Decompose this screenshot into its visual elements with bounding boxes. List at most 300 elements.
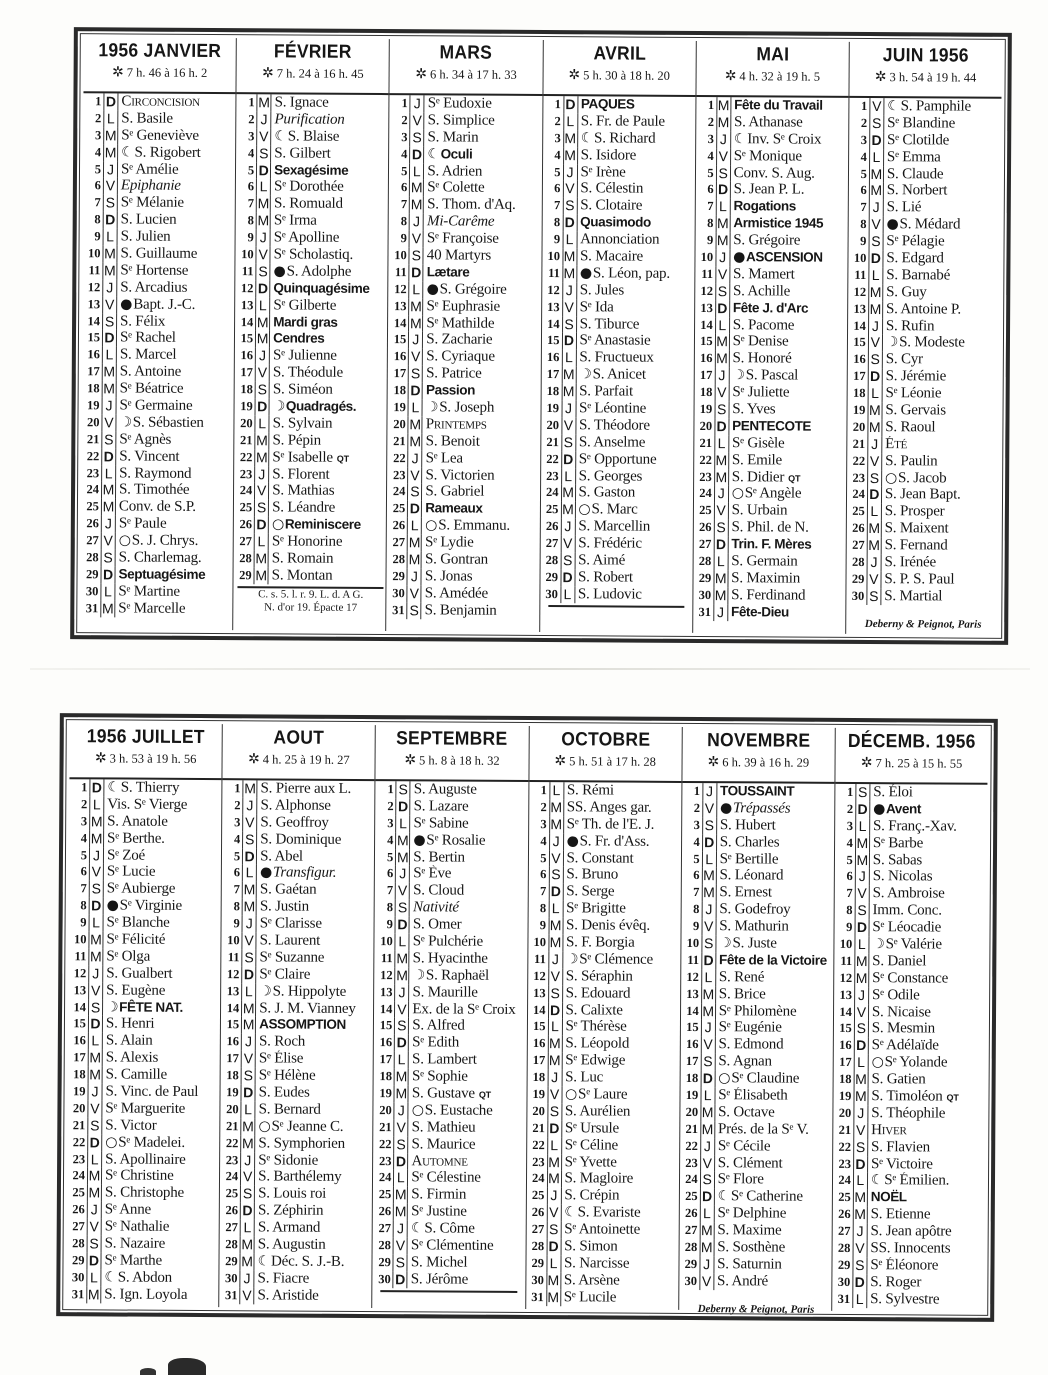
day-number: 4: [540, 833, 547, 848]
day-number: 12: [226, 966, 240, 982]
day-number: 19: [72, 1084, 86, 1099]
day-row: [235, 347, 387, 365]
day-row: [696, 131, 848, 149]
saint-text: Imm. Conc.: [872, 902, 942, 919]
sun-icon: ✲: [860, 756, 873, 772]
saint-text: S. Lazare: [413, 798, 469, 815]
saint-name: [562, 1120, 679, 1138]
saint-text: Sᵉ Marcelle: [118, 600, 186, 617]
weekday-letter: M: [256, 448, 268, 466]
saint-name: [102, 1202, 219, 1220]
day-row: [68, 982, 220, 1000]
day-row: [848, 250, 1000, 268]
day-row: [695, 333, 847, 351]
day-number: 16: [379, 1035, 393, 1050]
saint-name: [410, 832, 527, 850]
sun-icon: ✲: [874, 70, 887, 86]
weekday-letter: S: [855, 784, 870, 801]
weekday-letter: M: [101, 600, 114, 617]
weekday-letter: D: [867, 486, 882, 503]
saint-text: S. Jean Bapt.: [884, 486, 961, 504]
weekday-letter: V: [868, 334, 883, 351]
day-row: [528, 985, 680, 1003]
weekday-letter: J: [701, 901, 716, 918]
day-number: 30: [392, 585, 405, 601]
saint-text: S. Brice: [718, 985, 766, 1003]
day-row: [542, 197, 694, 215]
saint-text: Sᵉ Angèle: [744, 485, 802, 503]
day-number: 26: [684, 1206, 698, 1221]
saint-text: Sᵉ Monique: [733, 147, 802, 165]
saint-text: 40 Martyrs: [426, 247, 492, 264]
saint-name: [868, 1173, 985, 1191]
day-row: [235, 398, 387, 416]
saint-name: [869, 1021, 986, 1039]
saint-name: [563, 867, 680, 885]
day-number: 15: [73, 1016, 86, 1031]
weekday-letter: S: [562, 197, 577, 214]
saint-text: S. Augustin: [257, 1236, 326, 1253]
weekday-letter: D: [561, 333, 576, 350]
saint-name: [117, 279, 234, 297]
month-title: AOUT: [273, 727, 325, 749]
day-row: [541, 434, 693, 452]
day-row: [526, 1204, 678, 1222]
day-row: [387, 534, 539, 552]
saint-text: S. Marcellin: [578, 518, 651, 535]
weekday-letter: L: [547, 1019, 562, 1036]
saint-text: Sᵉ Clémence: [579, 951, 653, 968]
saint-text: Sᵉ Blanche: [106, 914, 170, 931]
saint-text: S. Clotaire: [580, 197, 643, 214]
day-row: [220, 1202, 372, 1220]
saint-name: [578, 147, 695, 165]
saint-text: Sᵉ Lydie: [425, 534, 474, 551]
saint-name: [870, 852, 987, 870]
saint-text: Sᵉ Barbe: [872, 834, 924, 852]
saint-text: S. Pamphile: [900, 98, 971, 115]
weekday-letter: M: [715, 451, 728, 468]
weekday-letter: M: [701, 1103, 714, 1121]
day-number: 23: [852, 470, 866, 485]
saint-text: Sᵉ Opportune: [578, 450, 657, 468]
day-row: [541, 484, 693, 502]
weekday-letter: S: [700, 1053, 715, 1070]
saint-text: S. Nicolas: [872, 868, 933, 885]
day-number: 20: [86, 415, 100, 430]
day-number: 4: [387, 832, 394, 847]
day-number: 14: [853, 318, 866, 333]
day-number: 2: [554, 113, 561, 129]
saint-text: S. Julien: [120, 228, 171, 245]
day-number: 11: [88, 263, 101, 278]
saint-text: Sᵉ Suzanne: [259, 949, 325, 966]
day-row: [222, 932, 374, 950]
last-quarter-moon-icon: ☾: [274, 128, 287, 145]
saint-name: [118, 212, 235, 230]
quatre-temps-mark: QT: [788, 473, 801, 484]
saint-name: [869, 987, 986, 1005]
day-number: 8: [539, 901, 547, 916]
weekday-letter: S: [103, 195, 118, 212]
saint-name: [423, 366, 540, 384]
saint-name: [562, 1019, 679, 1037]
day-number: 27: [684, 1223, 698, 1238]
day-row: [680, 1121, 832, 1139]
saint-text: Reminiscere: [284, 516, 361, 533]
day-row: [68, 948, 220, 966]
computus-note: [237, 586, 383, 615]
day-number: 28: [378, 1238, 391, 1253]
saint-name: [882, 470, 999, 488]
saint-text: S. Camille: [105, 1066, 168, 1083]
weekday-letter: V: [715, 266, 730, 283]
day-number: 18: [393, 383, 407, 398]
saint-text: Sᵉ Julienne: [272, 347, 337, 365]
saint-name: [116, 516, 233, 534]
saint-text: S. Cloud: [413, 882, 465, 899]
weekday-letter: M: [700, 1222, 713, 1239]
saint-name: [408, 1254, 525, 1272]
saint-text: S. Hubert: [719, 816, 776, 834]
day-row: [222, 915, 374, 933]
day-number: 21: [699, 435, 713, 450]
day-row: [682, 867, 834, 885]
day-number: 23: [392, 467, 406, 482]
day-number: 29: [378, 1255, 391, 1270]
saint-text: S. Eustache: [424, 1102, 493, 1119]
weekday-letter: L: [103, 228, 118, 245]
day-number: 24: [239, 483, 253, 498]
day-number: 4: [80, 830, 88, 845]
day-number: 30: [837, 1274, 851, 1289]
weekday-letter: V: [852, 1240, 867, 1257]
saint-name: [424, 214, 541, 232]
saint-text: S. Honoré: [732, 350, 792, 367]
day-row: [682, 817, 834, 835]
weekday-letter: M: [395, 1085, 408, 1102]
day-number: 16: [700, 351, 713, 366]
saint-name: [271, 179, 388, 197]
day-row: [526, 1187, 678, 1205]
saint-name: [270, 314, 387, 332]
ink-smudge: [168, 1358, 206, 1375]
day-number: 18: [532, 1070, 546, 1085]
weekday-letter: V: [853, 1122, 868, 1139]
day-number: 2: [81, 797, 88, 812]
saint-text: Sᵉ Odile: [871, 986, 920, 1004]
saint-text: S. Fr. de Paule: [580, 113, 665, 130]
saint-name: [564, 833, 681, 851]
day-number: 7: [400, 197, 408, 212]
weekday-letter: M: [855, 1071, 867, 1088]
saint-text: S. Alfred: [412, 1017, 465, 1035]
saint-text: S. Gaston: [578, 484, 636, 502]
saint-text: S. Justin: [259, 898, 309, 915]
month-title: JUIN 1956: [882, 45, 969, 67]
weekday-letter: M: [102, 481, 115, 498]
printer-credit: Deberny & Peignot, Paris: [864, 617, 982, 631]
saint-name: [577, 181, 694, 199]
weekday-letter: M: [410, 196, 423, 213]
day-row: [835, 818, 987, 836]
last-quarter-moon-icon: ☾: [733, 130, 747, 148]
day-row: [526, 1272, 678, 1290]
weekday-letter: L: [241, 1101, 256, 1118]
saint-text: S. Simon: [564, 1238, 618, 1255]
weekday-letter: V: [242, 932, 257, 949]
saint-name: [256, 966, 373, 984]
month-column: [832, 728, 988, 1312]
day-row: [69, 914, 221, 932]
day-number: 28: [698, 554, 712, 569]
saint-text: S. Juste: [732, 935, 777, 952]
day-row: [69, 881, 221, 899]
saint-text: Sᵉ Colette: [427, 179, 485, 197]
day-row: [694, 452, 846, 470]
saint-text: S. Louis roi: [258, 1185, 327, 1203]
weekday-letter: M: [242, 1134, 254, 1152]
day-row: [373, 1203, 525, 1221]
weekday-letter: J: [101, 516, 116, 533]
month-header: [682, 727, 835, 784]
day-number: 8: [233, 899, 240, 914]
day-row: [375, 832, 527, 850]
day-number: 21: [393, 433, 406, 448]
sun-icon: ✲: [568, 68, 581, 84]
day-number: 2: [707, 114, 715, 129]
day-number: 20: [379, 1103, 392, 1118]
saint-text: S. Raphaël: [425, 967, 490, 984]
saint-name: [270, 331, 387, 349]
saint-text: S. Anatole: [107, 813, 168, 830]
day-row: [526, 1238, 678, 1256]
weekday-letter: V: [716, 148, 731, 165]
day-number: 31: [71, 1286, 85, 1302]
saint-text: Rameaux: [425, 500, 483, 517]
saint-name: [716, 986, 833, 1004]
saint-name: [409, 1001, 526, 1019]
last-quarter-moon-icon: ☾: [257, 1253, 271, 1270]
saint-text: Sᵉ Yvette: [564, 1153, 617, 1171]
saint-name: [881, 571, 998, 589]
day-row: [541, 451, 693, 469]
day-number: 10: [87, 246, 101, 261]
day-row: [373, 1271, 525, 1289]
weekday-letter: L: [715, 317, 730, 334]
month-header: [543, 40, 696, 97]
saint-name: [117, 397, 234, 415]
saint-name: [715, 1087, 832, 1105]
day-row: [81, 465, 233, 483]
day-row: [694, 401, 846, 419]
day-row: [236, 263, 388, 281]
weekday-letter: D: [240, 1203, 255, 1220]
day-number: 11: [380, 951, 393, 966]
weekday-letter: V: [256, 246, 271, 263]
saint-text: S. Edgard: [886, 250, 944, 267]
day-row: [375, 866, 527, 884]
weekday-letter: J: [853, 1223, 868, 1240]
saint-name: [729, 367, 846, 385]
day-row: [540, 501, 692, 519]
day-row: [221, 1050, 373, 1068]
day-row: [80, 600, 232, 618]
saint-text: Sᵉ Bertille: [719, 850, 779, 868]
saint-name: [409, 1068, 526, 1086]
saint-text: S. Lucien: [120, 211, 177, 229]
saint-text: S. Mesmin: [871, 1020, 936, 1037]
day-row: [375, 815, 527, 833]
weekday-letter: L: [546, 1255, 561, 1272]
saint-text: S. Omer: [412, 916, 462, 933]
saint-text: Epiphanie: [120, 177, 181, 195]
day-number: 1: [248, 95, 255, 110]
day-number: 13: [700, 300, 713, 315]
saint-text: Sᵉ Léonie: [885, 385, 942, 402]
day-list: [540, 96, 695, 604]
saint-name: [104, 915, 221, 933]
saint-text: S. Henri: [105, 1015, 155, 1033]
day-row: [388, 365, 540, 383]
sunrise-sunset-text: 5 h. 51 à 17 h. 28: [569, 754, 656, 769]
day-row: [527, 1018, 679, 1036]
weekday-letter: M: [701, 1120, 714, 1137]
weekday-letter: D: [256, 162, 271, 179]
weekday-letter: M: [702, 985, 715, 1002]
full-moon-icon: ○: [425, 517, 438, 534]
day-number: 19: [393, 400, 406, 415]
day-number: 21: [532, 1120, 545, 1135]
weekday-letter: V: [409, 230, 424, 247]
month-title: DÉCEMB. 1956: [847, 730, 976, 753]
month-title: OCTOBRE: [560, 729, 650, 751]
weekday-letter: M: [716, 333, 729, 350]
saint-name: [422, 602, 539, 620]
saint-text: S. Anselme: [578, 434, 646, 451]
day-row: [69, 864, 221, 882]
saint-name: [577, 299, 694, 317]
saint-text: Fête J. d'Arc: [732, 299, 809, 316]
saint-name: [730, 334, 847, 352]
saint-text: S. Dominique: [260, 831, 342, 848]
saint-text: Sᵉ Clémentine: [410, 1237, 494, 1254]
month-header: [696, 41, 849, 98]
saint-text: ASSOMPTION: [259, 1016, 346, 1033]
saint-name: [257, 797, 374, 815]
saint-text: S. Nicaise: [871, 1003, 931, 1021]
saint-text: S. Rémi: [566, 782, 614, 799]
day-number: 22: [699, 452, 712, 467]
day-row: [236, 162, 388, 180]
day-number: 30: [531, 1272, 544, 1287]
saint-text: S. Urbain: [731, 502, 788, 519]
day-number: 14: [700, 317, 713, 332]
day-row: [69, 813, 221, 831]
saint-text: ASCENSION: [745, 249, 823, 265]
sun-icon: ✲: [724, 69, 737, 85]
saint-text: S. Sosthène: [717, 1239, 786, 1256]
saint-name: [882, 537, 999, 555]
weekday-letter: V: [701, 918, 716, 935]
day-row: [694, 485, 846, 503]
saint-text: S. Barthélemy: [258, 1168, 342, 1186]
weekday-letter: L: [241, 983, 256, 1000]
day-number: 13: [533, 985, 546, 1000]
day-number: 27: [852, 538, 865, 553]
weekday-letter: L: [100, 583, 115, 600]
saint-text: S. Guy: [886, 283, 927, 301]
saint-name: [411, 798, 528, 816]
saint-text: S. Siméon: [272, 381, 333, 398]
day-row: [834, 902, 986, 920]
day-number: 16: [73, 1033, 86, 1048]
weekday-letter: J: [103, 161, 118, 178]
saint-name: [271, 213, 388, 231]
saint-text: S. Grégoire: [439, 281, 507, 298]
saint-text: Sᵉ Jeanne C.: [271, 1118, 344, 1135]
weekday-letter: M: [854, 1088, 867, 1105]
day-number: 27: [531, 1222, 545, 1237]
saint-name: [255, 1186, 372, 1204]
saint-text: Nativité: [412, 899, 459, 916]
saint-text: Sᵉ Aubierge: [106, 880, 176, 898]
saint-text: Sᵉ Célestine: [411, 1169, 481, 1187]
saint-text: S. Franç.-Xav.: [872, 817, 957, 835]
saint-text: S. Raymond: [119, 465, 192, 482]
weekday-letter: V: [239, 1287, 254, 1304]
day-number: 18: [240, 382, 253, 397]
day-row: [387, 568, 539, 586]
weekday-letter: D: [394, 1035, 409, 1052]
day-number: 15: [532, 1019, 546, 1034]
day-row: [529, 799, 681, 817]
saint-text: Sᵉ Marthe: [104, 1252, 163, 1269]
weekday-letter: D: [562, 214, 577, 231]
saint-name: [883, 368, 1000, 386]
last-quarter-moon-icon: ☾: [717, 1188, 731, 1205]
weekday-letter: J: [240, 1270, 255, 1287]
day-number: 29: [85, 567, 99, 582]
day-row: [389, 230, 541, 248]
saint-text: S. Lié: [886, 199, 922, 216]
day-number: 28: [239, 551, 252, 566]
day-number: 3: [248, 128, 255, 144]
saint-text: S. Amédée: [424, 585, 489, 602]
day-number: 6: [846, 869, 853, 884]
saint-name: [118, 161, 235, 179]
weekday-letter: J: [855, 868, 870, 885]
weekday-letter: M: [868, 418, 881, 435]
saint-text: S. Aimé: [578, 552, 626, 569]
saint-name: [256, 949, 373, 967]
weekday-letter: D: [700, 1070, 715, 1087]
day-row: [222, 814, 374, 832]
weekday-letter: M: [256, 313, 269, 330]
day-row: [542, 248, 694, 266]
new-moon-icon: ●: [120, 296, 133, 313]
weekday-letter: M: [549, 917, 562, 934]
weekday-letter: M: [547, 1288, 560, 1305]
weekday-letter: D: [86, 1252, 101, 1269]
day-number: 1: [860, 98, 868, 113]
weekday-letter: S: [713, 519, 728, 536]
saint-name: [576, 400, 693, 418]
month-header: [237, 38, 390, 95]
saint-text: Sᵉ Ursule: [564, 1120, 620, 1137]
day-row: [221, 1017, 373, 1035]
day-row: [81, 431, 233, 449]
